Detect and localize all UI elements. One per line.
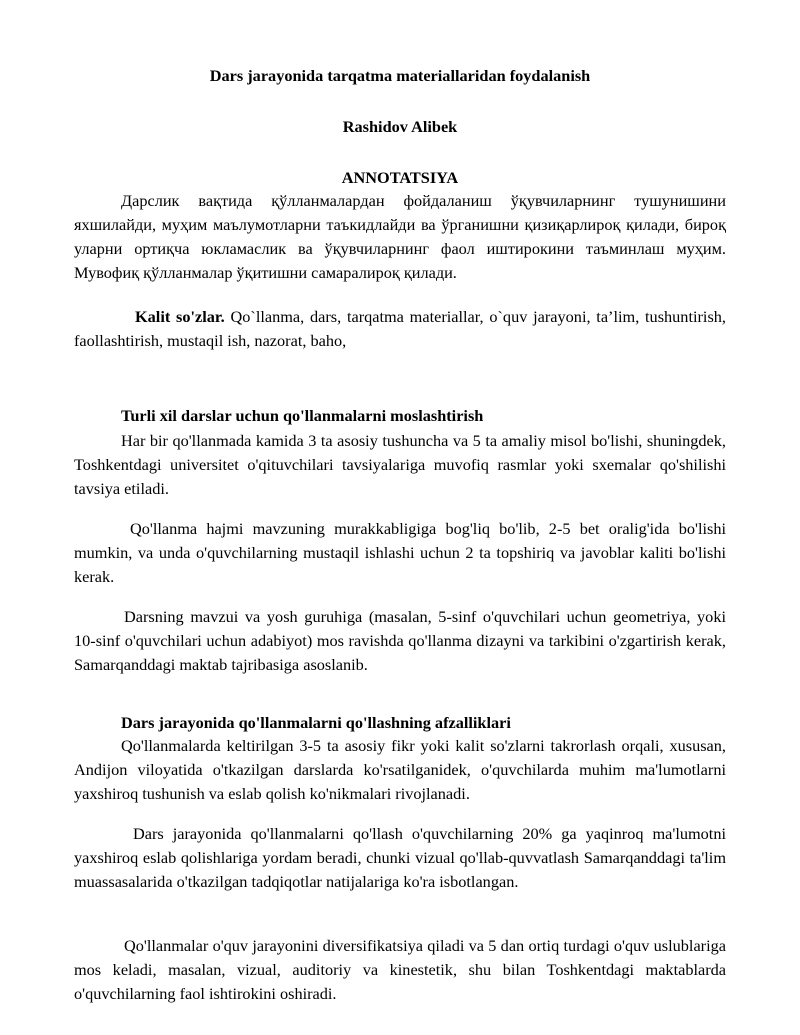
section2-paragraph: Qo'llanmalar o'quv jarayonini diversifikatsiya qiladi va 5 dan ortiq turdagi o'quv uslublariga mos keladi, masalan, vizual, auditoriy va kinestetik, shu bilan Toshkentdagi maktablarda o'quvchilarning faol ishtirokini oshiradi. [74, 936, 726, 1003]
section1-paragraph-1-block [74, 429, 726, 501]
keywords-paragraph [74, 305, 726, 353]
keywords-block [74, 305, 726, 353]
section2-paragraph-1-block [74, 734, 726, 806]
annotation-text-block [74, 189, 726, 285]
section1-paragraph: Har bir qo'llanmada kamida 3 ta asosiy tushuncha va 5 ta amaliy misol bo'lishi, shuningdek, Toshkentdagi universitet o'qituvchilari tavsiyalariga muvofiq rasmlar yoki sxemalar qo'shilishi tavsiya etiladi. [74, 431, 726, 498]
section1-paragraph-3-block [74, 605, 726, 677]
document-title: Dars jarayonida tarqatma materiallaridan foydalanish [209, 66, 591, 85]
annotation-heading: ANNOTATSIYA [341, 168, 459, 187]
section2-heading: Dars jarayonida qo'llanmalarni qo'llashning afzalliklari [121, 713, 511, 732]
section2-paragraph: Dars jarayonida qo'llanmalarni qo'llash o'quvchilarning 20% ga yaqinroq ma'lumotni yaxshiroq eslab qolishlariga yordam beradi, chunki vizual qo'llab-quvvatlash Samarqanddagi ta'lim muassasalarida o'tkazilgan tadqiqotlar natijalariga ko'ra isbotlangan. [74, 824, 726, 891]
section2-paragraph-3-block [74, 934, 726, 1006]
keywords-label: Kalit so'zlar. [135, 307, 225, 326]
document-author: Rashidov Alibek [342, 117, 458, 136]
section2-paragraph: Qo'llanmalarda keltirilgan 3-5 ta asosiy fikr yoki kalit so'zlarni takrorlash orqali, xususan, Andijon viloyatida o'tkazilgan darslarda ko'rsatilganidek, o'quvchilarda muhim ma'lumotlarni yaxshiroq tushunish va eslab qolish ko'nikmalari rivojlanadi. [74, 736, 726, 803]
section1-paragraph-2-block [74, 517, 726, 589]
section2-paragraph-2-block [74, 822, 726, 894]
section1-paragraph: Darsning mavzui va yosh guruhiga (masalan, 5-sinf o'quvchilari uchun geometriya, yoki 10-sinf o'quvchilari uchun adabiyot) mos ravishda qo'llanma dizayni va tarkibini o'zgartirish kerak, Samarqanddagi maktab tajribasiga asoslanib. [74, 607, 726, 674]
annotation-paragraph: Дарслик вақтида қўлланмалардан фойдаланиш ўқувчиларнинг тушунишини яхшилайди, муҳим маълумотларни таъкидлайди ва ўрганишни қизиқарлироқ қилади, бироқ уларни ортиқча юкламаслик ва ўқувчиларнинг фаол иштирокини таъминлаш муҳим. Мувофиқ қўлланмалар ўқитишни самаралироқ қилади. [74, 191, 726, 282]
keywords-text: Qo`llanma, dars, tarqatma materiallar, o`quv jarayoni, ta’lim, tushuntirish, faollashtirish, mustaqil ish, nazorat, baho, [74, 307, 726, 350]
section1-heading: Turli xil darslar uchun qo'llanmalarni moslashtirish [121, 406, 484, 425]
section1-paragraph: Qo'llanma hajmi mavzuning murakkabligiga bog'liq bo'lib, 2-5 bet oralig'ida bo'lishi mumkin, va unda o'quvchilarning mustaqil ishlashi uchun 2 ta topshiriq va javoblar kaliti bo'lishi kerak. [74, 519, 726, 586]
